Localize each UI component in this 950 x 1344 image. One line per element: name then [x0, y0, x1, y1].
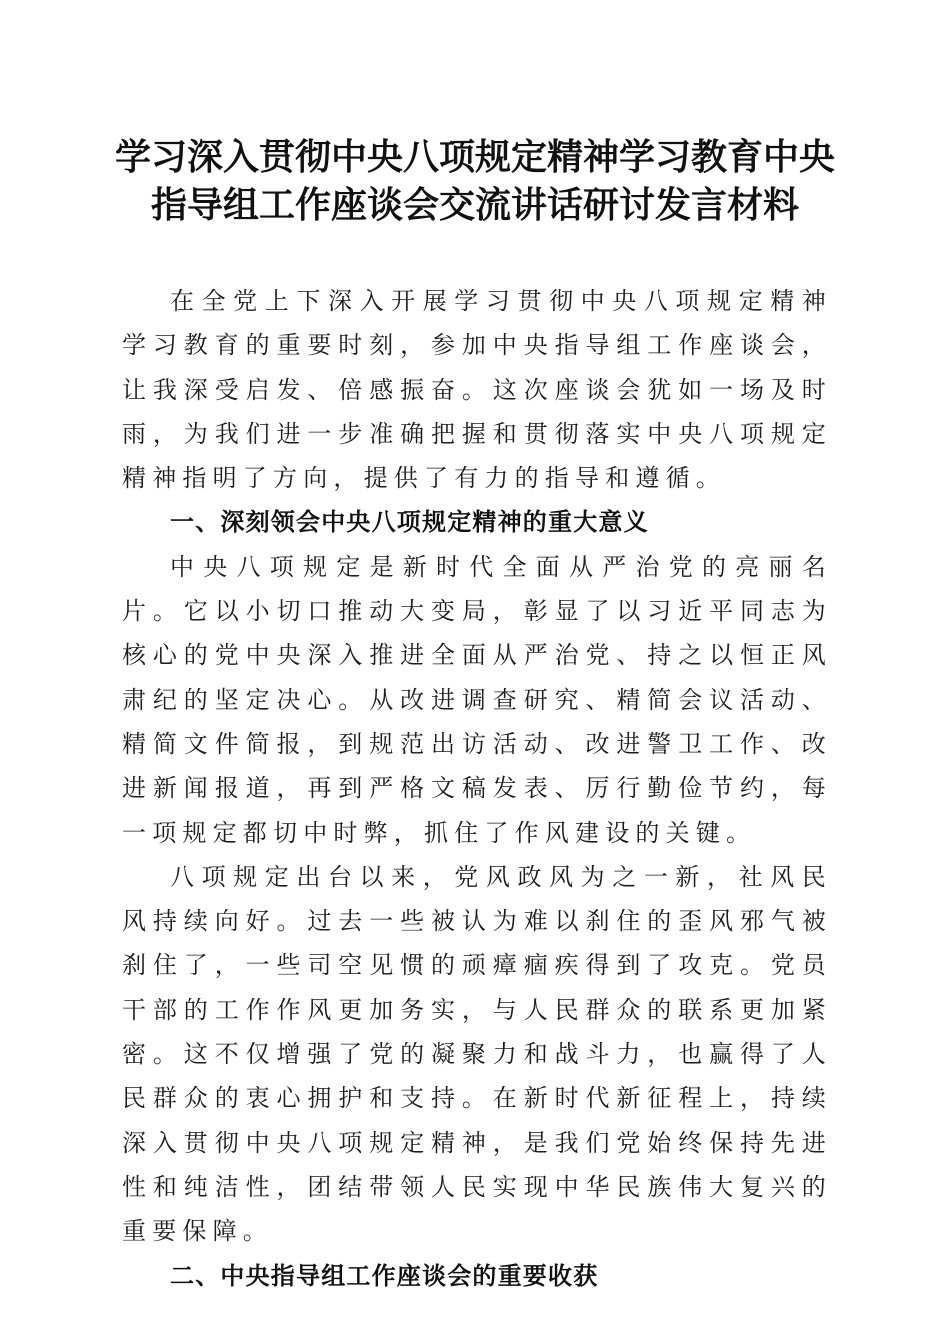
title-line-1: 学习深入贯彻中央八项规定精神学习教育中央 [114, 136, 835, 178]
document-body [122, 279, 832, 1298]
intro-paragraph: 在全党上下深入开展学习贯彻中央八项规定精神学习教育的重要时刻，参加中央指导组工作座谈会，让我深受启发、倍感振奋。这次座谈会犹如一场及时雨，为我们进一步准确把握和贯彻落实中央八项规定精神指明了方向，提供了有力的指导和遵循。 [122, 287, 832, 493]
section-heading-2: 二、中央指导组工作座谈会的重要收获 [170, 1261, 599, 1290]
document-title [100, 133, 850, 229]
section-1-paragraph-1: 中央八项规定是新时代全面从严治党的亮丽名片。它以小切口推动大变局，彰显了以习近平同志为核心的党中央深入推进全面从严治党、持之以恒正风肃纪的坚定决心。从改进调查研究、精简会议活动、精简文件简报，到规范出访活动、改进警卫工作、改进新闻报道，再到严格文稿发表、厉行勤俭节约，每一项规定都切中时弊，抓住了作风建设的关键。 [122, 552, 832, 847]
section-1-paragraph-2: 八项规定出台以来，党风政风为之一新，社风民风持续向好。过去一些被认为难以刹住的歪风邪气被刹住了，一些司空见惯的顽瘴痼疾得到了攻克。党员干部的工作作风更加务实，与人民群众的联系更加紧密。这不仅增强了党的凝聚力和战斗力，也赢得了人民群众的衷心拥护和支持。在新时代新征程上，持续深入贯彻中央八项规定精神，是我们党始终保持先进性和纯洁性，团结带领人民实现中华民族伟大复兴的重要保障。 [122, 862, 832, 1246]
title-line-2: 指导组工作座谈会交流讲话研讨发言材料 [150, 184, 799, 226]
section-heading-1: 一、深刻领会中央八项规定精神的重大意义 [170, 508, 649, 537]
